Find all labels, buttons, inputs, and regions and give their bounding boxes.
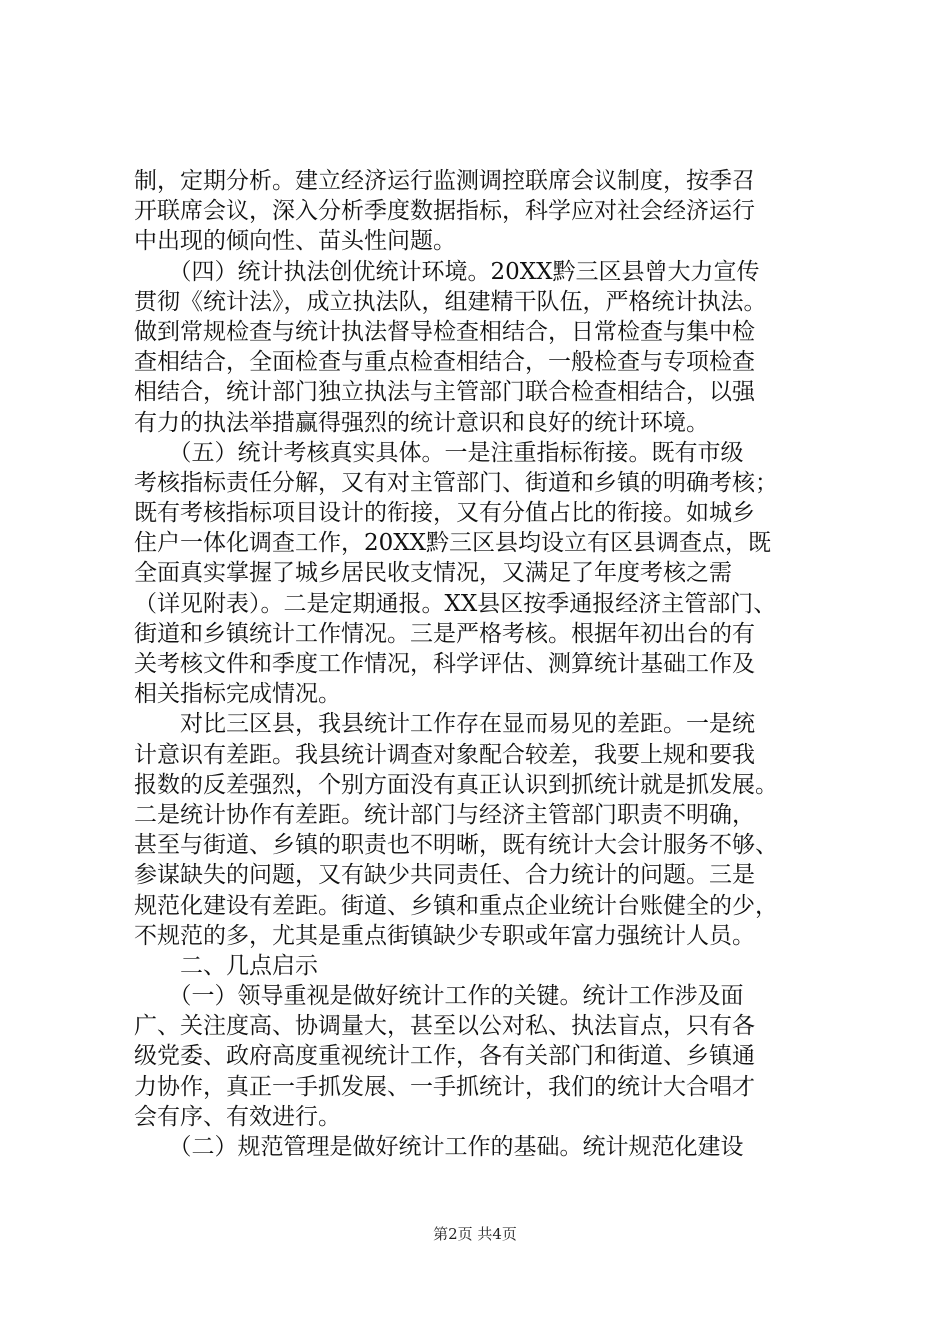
text-line: 既有考核指标项目设计的衔接，又有分值占比的衔接。如城乡 [134,500,755,527]
text-line: （四）统计执法创优统计环境。20XX黔三区县曾大力宣传 [134,258,760,285]
text-line: （二）规范管理是做好统计工作的基础。统计规范化建设 [134,1134,744,1160]
text-line: 对比三区县，我县统计工作存在显而易见的差距。一是统 [134,711,755,738]
document-body [134,166,824,1162]
text-line: 制，定期分析。建立经济运行监测调控联席会议制度，按季召 [134,168,755,194]
text-line: 相关指标完成情况。 [134,681,341,708]
text-line: 二、几点启示 [134,952,318,979]
text-line: 全面真实掌握了城乡居民收支情况，又满足了年度考核之需 [134,560,732,587]
text-line: 不规范的多，尤其是重点街镇缺少专职或年富力强统计人员。 [134,922,755,949]
text-line: 中出现的倾向性、苗头性问题。 [134,228,456,255]
text-line: 查相结合，全面检查与重点检查相结合，一般检查与专项检查 [134,349,755,376]
text-line: 做到常规检查与统计执法督导检查相结合，日常检查与集中检 [134,318,755,345]
text-line: （一）领导重视是做好统计工作的关键。统计工作涉及面 [134,983,744,1010]
text-line: 甚至与街道、乡镇的职责也不明晰，既有统计大会计服务不够、 [134,832,778,859]
text-line: 报数的反差强烈，个别方面没有真正认识到抓统计就是抓发展。 [134,771,778,798]
text-line: 相结合，统计部门独立执法与主管部门联合检查相结合，以强 [134,379,755,406]
text-line: 贯彻《统计法》，成立执法队，组建精干队伍，严格统计执法。 [134,288,767,315]
text-line: 街道和乡镇统计工作情况。三是严格考核。根据年初出台的有 [134,620,755,647]
page-footer: 第2页 共4页 [433,1225,517,1243]
text-line: 考核指标责任分解，又有对主管部门、街道和乡镇的明确考核； [134,469,778,496]
text-line: （五）统计考核真实具体。一是注重指标衔接。既有市级 [134,439,744,466]
text-line: （详见附表）。二是定期通报。XX县区按季通报经济主管部门、 [134,590,777,617]
text-line: 参谋缺失的问题，又有缺少共同责任、合力统计的问题。三是 [134,862,755,889]
text-line: 有力的执法举措赢得强烈的统计意识和良好的统计环境。 [134,409,709,436]
text-line: 力协作，真正一手抓发展、一手抓统计，我们的统计大合唱才 [134,1073,755,1100]
text-line: 计意识有差距。我县统计调查对象配合较差，我要上规和要我 [134,741,755,768]
text-line: 广、关注度高、协调量大，甚至以公对私、执法盲点，只有各 [134,1013,755,1040]
text-line: 开联席会议，深入分析季度数据指标，科学应对社会经济运行 [134,198,755,225]
text-line: 住户一体化调查工作，20XX黔三区县均设立有区县调查点，既 [134,530,772,557]
text-line: 关考核文件和季度工作情况，科学评估、测算统计基础工作及 [134,651,755,677]
text-line: 会有序、有效进行。 [134,1103,341,1130]
text-line: 二是统计协作有差距。统计部门与经济主管部门职责不明确， [134,801,755,828]
text-line: 级党委、政府高度重视统计工作，各有关部门和街道、乡镇通 [134,1043,755,1070]
text-line: 规范化建设有差距。街道、乡镇和重点企业统计台账健全的少， [134,892,778,919]
